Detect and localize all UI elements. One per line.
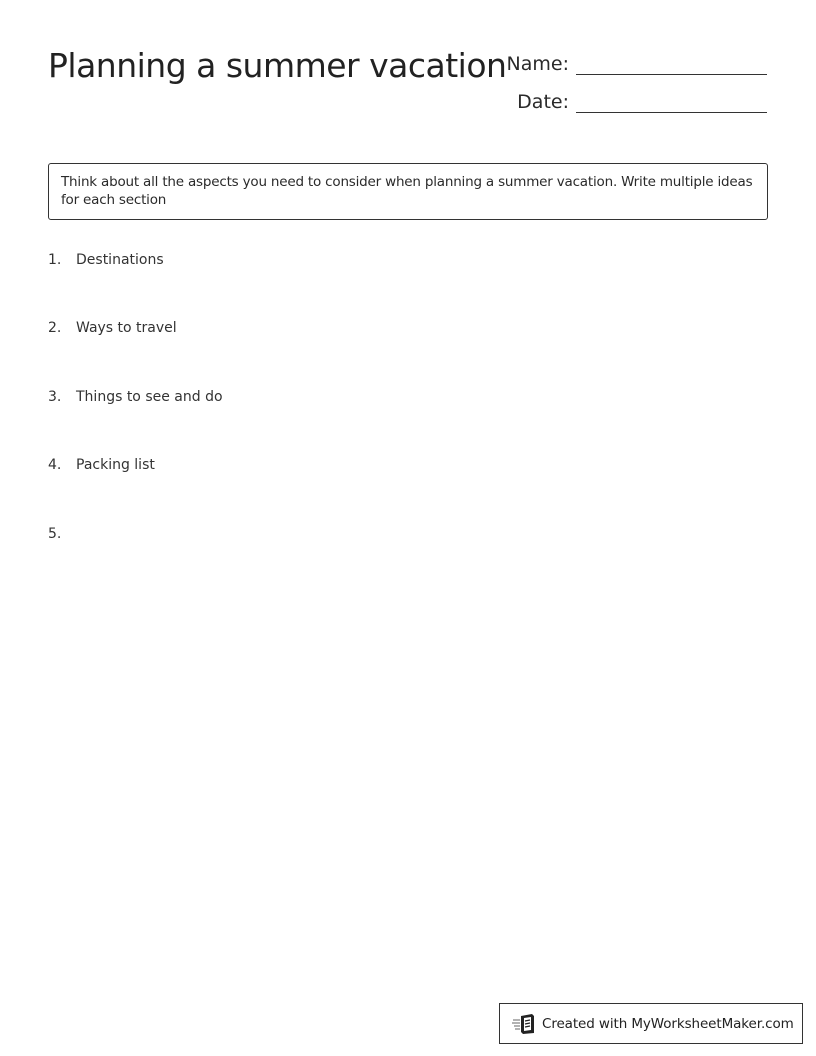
date-field: [499, 91, 767, 113]
item-number: 1.: [48, 252, 62, 268]
instructions-box: Think about all the aspects you need to consider when planning a summer vacation. Write multiple ideas for each section: [48, 163, 768, 220]
worksheet-maker-logo-icon: [512, 1013, 538, 1035]
list-item: [48, 318, 223, 386]
item-number: 4.: [48, 457, 62, 474]
list-item: [48, 455, 223, 523]
date-label: Date:: [517, 91, 569, 113]
footer-text: Created with MyWorksheetMaker.com: [542, 1015, 794, 1032]
item-number: 5.: [48, 525, 62, 542]
item-label: Destinations: [76, 252, 164, 268]
item-number: 3.: [48, 388, 62, 405]
question-list: [48, 250, 223, 592]
date-line: [576, 112, 767, 113]
list-item: [48, 524, 223, 592]
item-label: Things to see and do: [76, 388, 223, 405]
item-label: Packing list: [76, 457, 155, 474]
item-number: 2.: [48, 320, 62, 337]
name-field: [499, 53, 767, 75]
item-label: Ways to travel: [76, 320, 177, 337]
name-label: Name:: [506, 53, 569, 75]
page-title: Planning a summer vacation: [48, 46, 507, 85]
name-line: [576, 74, 767, 75]
footer-badge[interactable]: [499, 1003, 803, 1044]
list-item: [48, 250, 223, 318]
list-item: [48, 387, 223, 455]
